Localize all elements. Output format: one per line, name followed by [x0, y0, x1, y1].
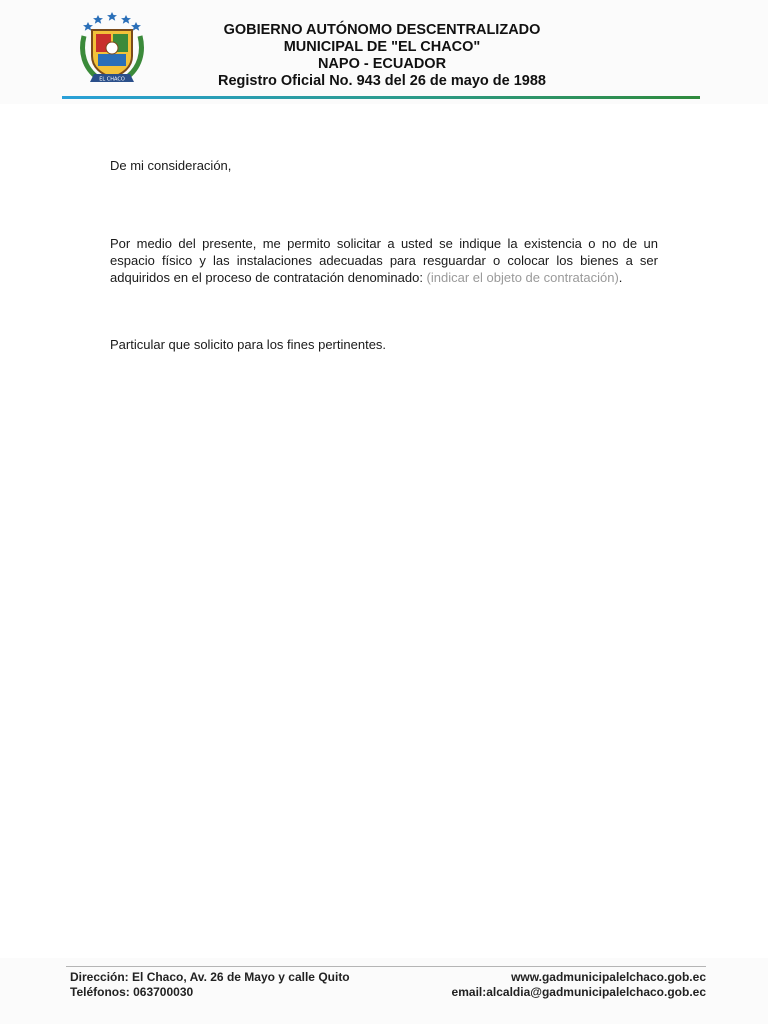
- footer-divider: [66, 966, 706, 967]
- request-text: Por medio del presente, me permito solicitar a usted se indique la existencia o no de un espacio físico y las instalaciones adecuadas para resguardar o colocar los bienes a ser adquiridos en el proceso de contratación denominado:: [110, 236, 658, 285]
- institution-name-line1: GOBIERNO AUTÓNOMO DESCENTRALIZADO: [223, 22, 541, 38]
- letterhead-title: [170, 22, 594, 90]
- greeting: De mi consideración,: [110, 158, 232, 173]
- closing-line: Particular que solicito para los fines pertinentes.: [110, 337, 387, 352]
- footer-contact: [70, 970, 350, 1000]
- location-line: NAPO - ECUADOR: [317, 56, 447, 72]
- header-divider: [62, 96, 700, 99]
- footer-email: email:alcaldia@gadmunicipalelchaco.gob.ec: [451, 985, 706, 999]
- municipal-crest-icon: [78, 8, 146, 88]
- footer-website: www.gadmunicipalelchaco.gob.ec: [511, 970, 706, 984]
- registro-oficial-line: Registro Oficial No. 943 del 26 de mayo de 1988: [218, 73, 546, 89]
- footer-phones: Teléfonos: 063700030: [70, 985, 194, 999]
- placeholder-hint: (indicar el objeto de contratación): [426, 270, 619, 285]
- request-paragraph: [110, 235, 658, 286]
- institution-name-line2: MUNICIPAL DE "EL CHACO": [283, 39, 481, 55]
- footer-address: Dirección: El Chaco, Av. 26 de Mayo y calle Quito: [70, 970, 350, 984]
- letterhead: [0, 0, 768, 104]
- footer-online: [452, 970, 706, 1000]
- letter-footer: [0, 958, 768, 1024]
- request-period: .: [618, 270, 623, 285]
- crest-banner-text: EL CHACO: [99, 76, 125, 83]
